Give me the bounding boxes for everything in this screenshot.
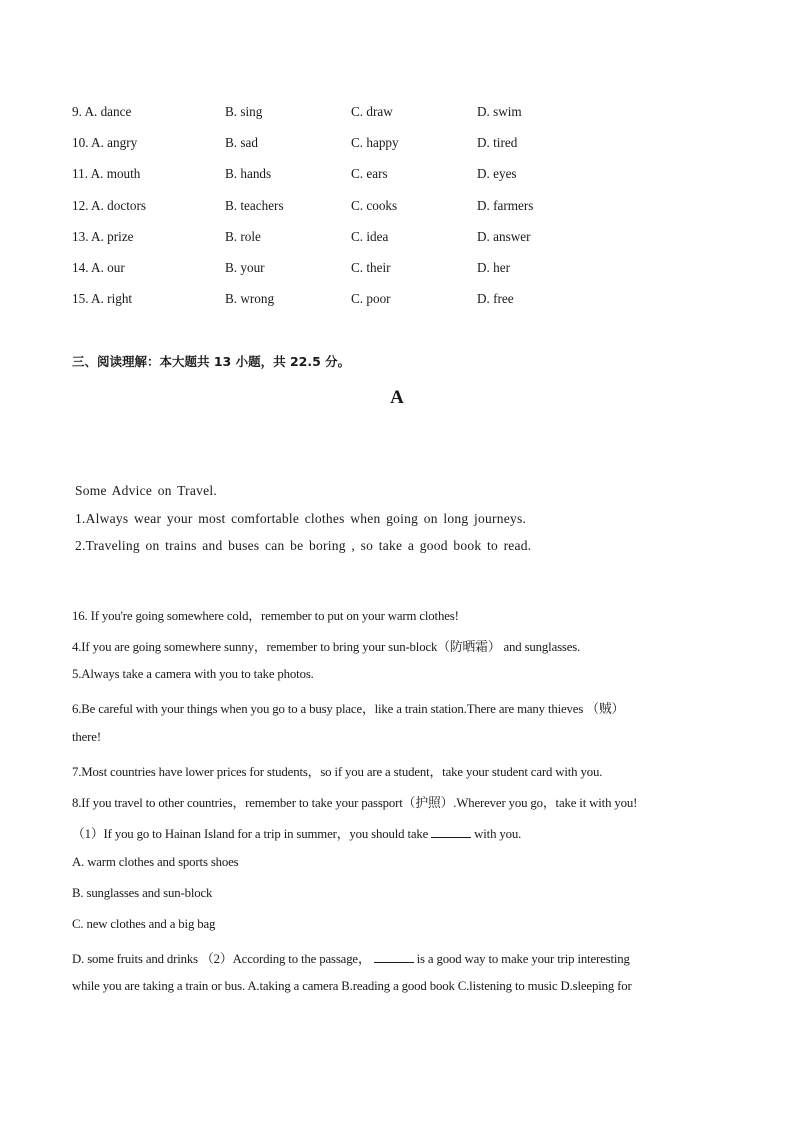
option-a: 13. A. prize <box>72 228 134 244</box>
option-b: B. sad <box>225 135 258 151</box>
choice-d-and-question-2: D. some fruits and drinks （2）According to the passage， is a good way to make your trip interesting <box>72 952 630 966</box>
choice-b: B. sunglasses and sun-block <box>72 886 213 900</box>
option-b: B. hands <box>225 166 272 182</box>
option-d: D. tired <box>477 135 518 151</box>
question-2-choices: while you are taking a train or bus. A.taking a camera B.reading a good book C.listening to music D.sleeping for <box>72 979 632 993</box>
option-d: D. eyes <box>477 166 517 182</box>
section-heading: 三、阅读理解：本大题共 13 小题，共 22.5 分。 <box>72 354 351 369</box>
option-b: B. wrong <box>225 291 275 307</box>
option-d: D. free <box>477 291 514 307</box>
option-c: C. idea <box>351 228 389 244</box>
option-d: D. farmers <box>477 197 534 213</box>
tip-16: 16. If you're going somewhere cold，remember to put on your warm clothes! <box>72 609 459 623</box>
passage-label: A <box>390 387 404 408</box>
option-a: 9. A. dance <box>72 104 132 119</box>
option-d: D. answer <box>477 228 531 244</box>
tip-5: 5.Always take a camera with you to take photos. <box>72 667 314 681</box>
option-c: C. happy <box>351 135 399 151</box>
question-1: （1）If you go to Hainan Island for a trip in summer，you should take with you. <box>72 827 522 841</box>
tip-6-continued: there! <box>72 730 101 744</box>
tip-8: 8.If you travel to other countries，remember to take your passport（护照）.Wherever you go，take it with you! <box>72 796 638 810</box>
option-a: 11. A. mouth <box>72 166 141 182</box>
option-c: C. draw <box>351 104 393 119</box>
answer-blank <box>431 825 471 838</box>
option-b: B. your <box>225 259 265 275</box>
option-b: B. role <box>225 228 261 244</box>
option-b: B. teachers <box>225 197 284 213</box>
option-c: C. poor <box>351 291 391 307</box>
option-d: D. her <box>477 259 510 275</box>
option-d: D. swim <box>477 104 522 119</box>
option-c: C. cooks <box>351 197 398 213</box>
advice-line-1: 1.Always wear your most comfortable clothes when going on long journeys. <box>75 511 527 526</box>
tip-4: 4.If you are going somewhere sunny，remember to bring your sun-block（防晒霜） and sunglasses. <box>72 640 581 654</box>
advice-title: Some Advice on Travel. <box>75 483 217 498</box>
choice-c: C. new clothes and a big bag <box>72 917 216 931</box>
option-a: 12. A. doctors <box>72 197 146 213</box>
option-a: 15. A. right <box>72 291 133 307</box>
tip-6: 6.Be careful with your things when you go to a busy place，like a train station.There are many thieves （贼） <box>72 702 625 716</box>
option-b: B. sing <box>225 104 263 119</box>
option-c: C. their <box>351 259 391 275</box>
answer-blank <box>374 950 414 963</box>
tip-7: 7.Most countries have lower prices for students，so if you are a student，take your student card with you. <box>72 765 603 779</box>
choice-a: A. warm clothes and sports shoes <box>72 855 239 869</box>
option-a: 10. A. angry <box>72 135 138 151</box>
option-a: 14. A. our <box>72 259 125 275</box>
option-c: C. ears <box>351 166 388 182</box>
advice-line-2: 2.Traveling on trains and buses can be boring , so take a good book to read. <box>75 538 532 553</box>
